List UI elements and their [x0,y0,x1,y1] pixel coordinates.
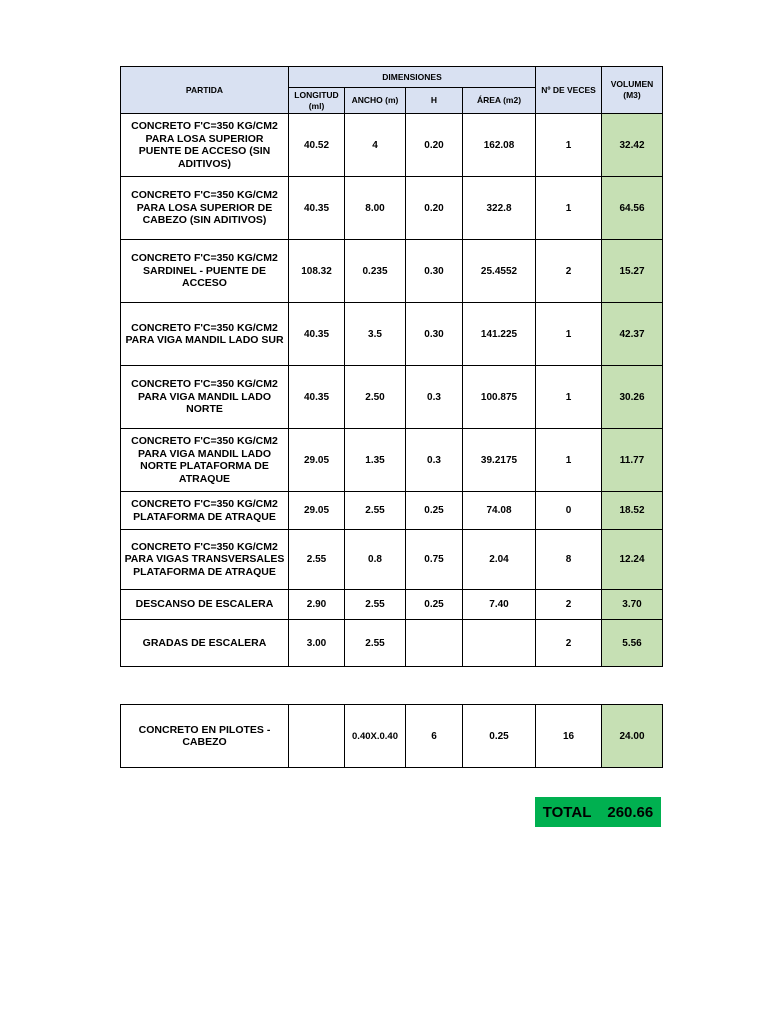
volumen-cell: 15.27 [602,240,663,303]
volumen-cell: 32.42 [602,114,663,177]
area-cell: 39.2175 [463,429,536,492]
partida-cell: CONCRETO F'C=350 KG/CM2 PARA LOSA SUPERIOR PUENTE DE ACCESO (SIN ADITIVOS) [121,114,289,177]
area-cell: 0.25 [463,705,536,768]
veces-cell: 1 [536,177,602,240]
h-cell: 0.30 [406,303,463,366]
partida-cell: CONCRETO F'C=350 KG/CM2 PARA VIGA MANDIL LADO SUR [121,303,289,366]
table-row [121,590,663,620]
partida-cell: CONCRETO F'C=350 KG/CM2 PARA VIGA MANDIL LADO NORTE [121,366,289,429]
table-row [121,114,663,177]
ancho-cell: 0.235 [345,240,406,303]
longitud-cell: 40.52 [289,114,345,177]
veces-cell: 16 [536,705,602,768]
table-row [121,705,663,768]
total-box [535,797,661,827]
header-ancho: ANCHO (m) [345,88,406,114]
longitud-cell: 40.35 [289,177,345,240]
h-cell: 0.25 [406,492,463,530]
ancho-cell: 2.55 [345,492,406,530]
table-row [121,492,663,530]
ancho-cell: 8.00 [345,177,406,240]
veces-cell: 1 [536,366,602,429]
area-cell: 322.8 [463,177,536,240]
volumen-cell: 42.37 [602,303,663,366]
longitud-cell: 3.00 [289,620,345,667]
table-body [121,114,663,667]
volumen-cell: 5.56 [602,620,663,667]
area-cell: 100.875 [463,366,536,429]
volumen-cell: 24.00 [602,705,663,768]
h-cell: 0.25 [406,590,463,620]
ancho-cell: 2.50 [345,366,406,429]
area-cell: 162.08 [463,114,536,177]
partida-cell: CONCRETO F'C=350 KG/CM2 PLATAFORMA DE ATRAQUE [121,492,289,530]
table-row [121,240,663,303]
table-row [121,620,663,667]
h-cell: 0.20 [406,177,463,240]
area-cell: 2.04 [463,530,536,590]
longitud-cell [289,705,345,768]
longitud-cell: 108.32 [289,240,345,303]
area-cell: 141.225 [463,303,536,366]
area-cell: 25.4552 [463,240,536,303]
ancho-cell: 2.55 [345,620,406,667]
volumen-cell: 30.26 [602,366,663,429]
veces-cell: 2 [536,620,602,667]
veces-cell: 8 [536,530,602,590]
pilotes-table [120,704,663,768]
partida-cell: CONCRETO F'C=350 KG/CM2 PARA LOSA SUPERIOR DE CABEZO (SIN ADITIVOS) [121,177,289,240]
ancho-cell: 2.55 [345,590,406,620]
partida-cell: CONCRETO F'C=350 KG/CM2 PARA VIGAS TRANSVERSALES PLATAFORMA DE ATRAQUE [121,530,289,590]
header-dimensiones: DIMENSIONES [289,67,536,88]
h-cell [406,620,463,667]
table-row [121,429,663,492]
ancho-cell: 1.35 [345,429,406,492]
h-cell: 0.20 [406,114,463,177]
partida-cell: GRADAS DE ESCALERA [121,620,289,667]
ancho-cell: 3.5 [345,303,406,366]
header-partida: PARTIDA [121,67,289,114]
veces-cell: 2 [536,240,602,303]
h-cell: 0.75 [406,530,463,590]
volumen-cell: 12.24 [602,530,663,590]
longitud-cell: 29.05 [289,429,345,492]
volumen-cell: 11.77 [602,429,663,492]
partida-cell: DESCANSO DE ESCALERA [121,590,289,620]
header-h: H [406,88,463,114]
volumen-cell: 64.56 [602,177,663,240]
table-row [121,530,663,590]
total-label: TOTAL [542,803,592,821]
ancho-cell: 4 [345,114,406,177]
quantities-table [120,66,663,667]
veces-cell: 1 [536,429,602,492]
volumen-cell: 18.52 [602,492,663,530]
partida-cell: CONCRETO F'C=350 KG/CM2 PARA VIGA MANDIL LADO NORTE PLATAFORMA DE ATRAQUE [121,429,289,492]
longitud-cell: 29.05 [289,492,345,530]
veces-cell: 0 [536,492,602,530]
h-cell: 0.30 [406,240,463,303]
longitud-cell: 2.90 [289,590,345,620]
header-area: ÁREA (m2) [463,88,536,114]
volumen-cell: 3.70 [602,590,663,620]
table-row [121,366,663,429]
area-cell [463,620,536,667]
table-row [121,177,663,240]
longitud-cell: 40.35 [289,303,345,366]
table-row [121,303,663,366]
area-cell: 7.40 [463,590,536,620]
longitud-cell: 2.55 [289,530,345,590]
ancho-cell: 0.40X.0.40 [345,705,406,768]
veces-cell: 2 [536,590,602,620]
total-value: 260.66 [607,803,654,821]
header-volumen: VOLUMEN (M3) [602,67,663,114]
partida-cell: CONCRETO F'C=350 KG/CM2 SARDINEL - PUENTE DE ACCESO [121,240,289,303]
area-cell: 74.08 [463,492,536,530]
h-cell: 0.3 [406,366,463,429]
longitud-cell: 40.35 [289,366,345,429]
ancho-cell: 0.8 [345,530,406,590]
veces-cell: 1 [536,114,602,177]
h-cell: 6 [406,705,463,768]
header-veces: Nº DE VECES [536,67,602,114]
veces-cell: 1 [536,303,602,366]
partida-cell: CONCRETO EN PILOTES - CABEZO [121,705,289,768]
h-cell: 0.3 [406,429,463,492]
header-longitud: LONGITUD (ml) [289,88,345,114]
